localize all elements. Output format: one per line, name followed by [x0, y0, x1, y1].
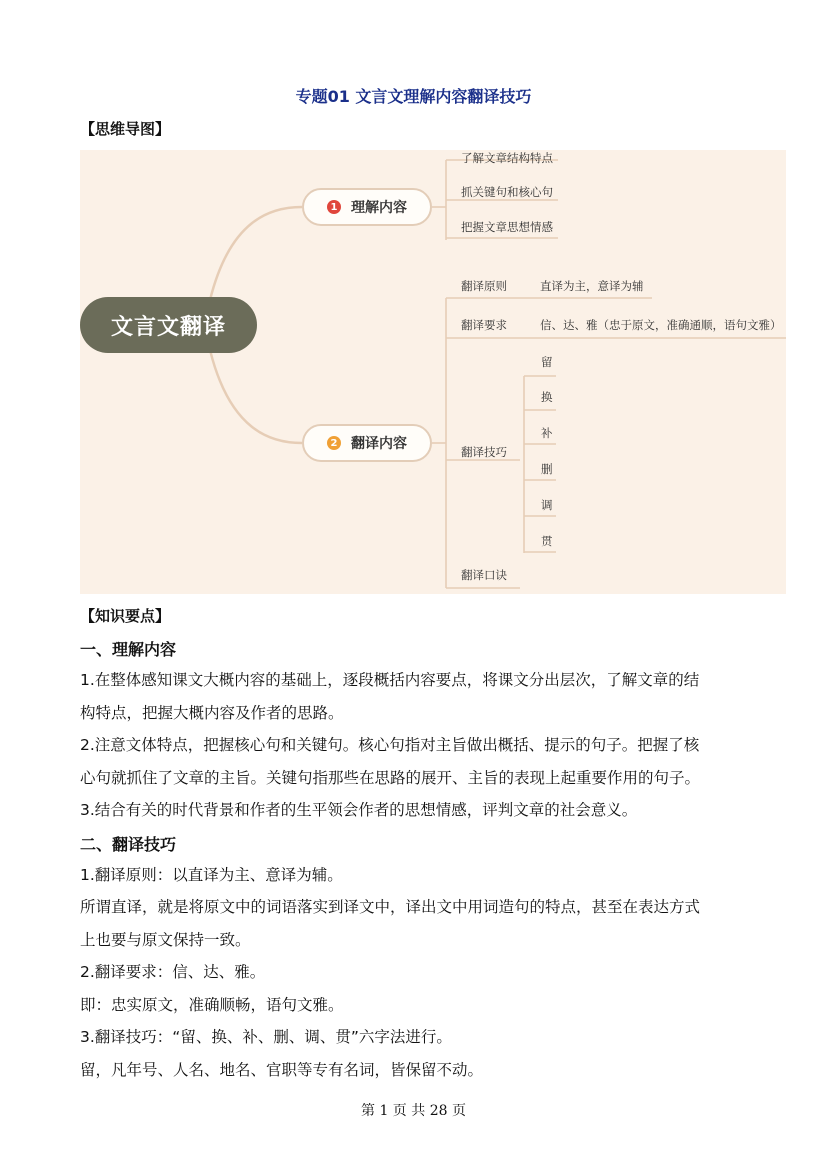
- mindmap-leaf: 了解文章结构特点: [461, 151, 553, 165]
- paragraph-line: 构特点，把握大概内容及作者的思路。: [80, 704, 344, 722]
- mindmap-figure: [80, 150, 786, 594]
- branch-label: 翻译内容: [351, 436, 407, 452]
- mindmap-skill-item: 删: [541, 462, 553, 476]
- mindmap-section-label: 【思维导图】: [80, 120, 171, 138]
- mindmap-leaf-principle-value: 直译为主，意译为辅: [540, 279, 644, 293]
- paragraph-line: 1.翻译原则：以直译为主、意译为辅。: [80, 866, 343, 884]
- branch-label: 理解内容: [351, 200, 407, 216]
- knowledge-section-label: 【知识要点】: [80, 607, 171, 625]
- mindmap-skill-item: 留: [541, 355, 553, 369]
- mindmap-leaf-formula: 翻译口诀: [461, 568, 507, 582]
- paragraph-line: 1.在整体感知课文大概内容的基础上，逐段概括内容要点，将课文分出层次，了解文章的结: [80, 671, 700, 689]
- mindmap-skill-item: 调: [541, 498, 553, 512]
- paragraph-line: 所谓直译，就是将原文中的词语落实到译文中，译出文中用词造句的特点，甚至在表达方式: [80, 898, 701, 916]
- mindmap-leaf-requirement: 翻译要求: [461, 318, 507, 332]
- mindmap-root-node: 文言文翻译: [80, 297, 257, 353]
- mindmap-skill-item: 贯: [541, 534, 553, 548]
- mindmap-leaf-requirement-value: 信、达、雅（忠于原文，准确通顺，语句文雅）: [540, 318, 782, 332]
- paragraph-line: 即：忠实原文，准确顺畅，语句文雅。: [80, 996, 344, 1014]
- document-title: 专题01 文言文理解内容翻译技巧: [295, 87, 532, 106]
- mindmap-leaf-principle: 翻译原则: [461, 279, 507, 293]
- mindmap-leaf: 抓关键句和核心句: [461, 185, 553, 199]
- mindmap-leaf-skills: 翻译技巧: [461, 445, 507, 459]
- mindmap-branch-understand: [302, 188, 432, 226]
- page-footer: 第 1 页 共 28 页: [361, 1103, 466, 1119]
- mindmap-leaf: 把握文章思想情感: [461, 220, 553, 234]
- section2-heading: 二、翻译技巧: [80, 835, 177, 854]
- branch-number-badge: 1: [327, 200, 341, 214]
- paragraph-line: 上也要与原文保持一致。: [80, 931, 251, 949]
- paragraph-line: 3.翻译技巧：“留、换、补、删、调、贯”六字法进行。: [80, 1028, 452, 1046]
- mindmap-skill-item: 补: [541, 426, 553, 440]
- paragraph-line: 3.结合有关的时代背景和作者的生平领会作者的思想情感，评判文章的社会意义。: [80, 801, 638, 819]
- paragraph-line: 心句就抓住了文章的主旨。关键句指那些在思路的展开、主旨的表现上起重要作用的句子。: [80, 769, 701, 787]
- paragraph-line: 2.翻译要求：信、达、雅。: [80, 963, 266, 981]
- mindmap-branch-translate: [302, 424, 432, 462]
- mindmap-skill-item: 换: [541, 390, 553, 404]
- paragraph-line: 留，凡年号、人名、地名、官职等专有名词，皆保留不动。: [80, 1061, 484, 1079]
- mindmap-connectors: [80, 150, 786, 594]
- branch-number-badge: 2: [327, 436, 341, 450]
- section1-heading: 一、理解内容: [80, 640, 177, 659]
- paragraph-line: 2.注意文体特点，把握核心句和关键句。核心句指对主旨做出概括、提示的句子。把握了核: [80, 736, 700, 754]
